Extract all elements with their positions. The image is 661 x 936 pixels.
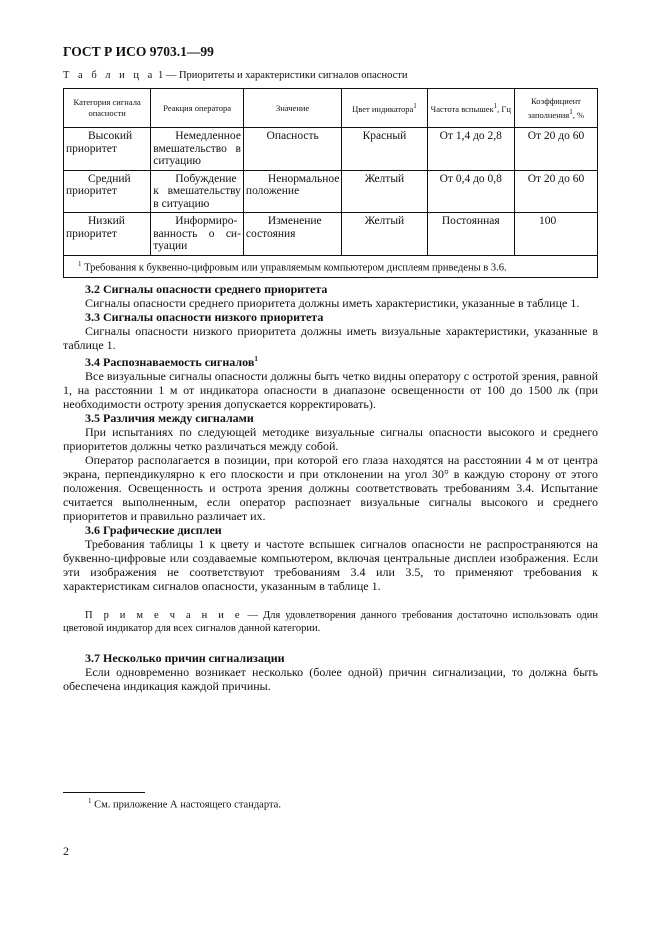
cell: Желтый bbox=[342, 170, 427, 213]
table-header-row bbox=[64, 89, 598, 128]
section-3-5-text-1: При испытаниях по следующей методике визуальные сигналы опасности высокого и среднего приоритетов должны четко различаться между собой. bbox=[63, 425, 598, 453]
section-3-6-title: 3.6 Графические дисплеи bbox=[85, 523, 222, 537]
section-3-7-title: 3.7 Несколько причин сигнализации bbox=[85, 651, 285, 665]
cell: Высокий приоритет bbox=[64, 128, 151, 171]
cell: Ненормальное положение bbox=[243, 170, 341, 213]
table-footnote-row bbox=[64, 255, 598, 277]
cell: От 0,4 до 0,8 bbox=[427, 170, 514, 213]
header-frequency: Частота вспышек$^1$, Гц bbox=[427, 89, 514, 128]
header-fill: Коэффициент заполнения$^1$, % bbox=[514, 89, 597, 128]
cell: Красный bbox=[342, 128, 427, 171]
section-3-4-text: Все визуальные сигналы опасности должны быть четко видны оператору с остротой зрения, равной 1, на расстоянии 1 м от индикатора опасности в диапазоне освещенности от 100 до 1500 лк (при необходимости остроту зрения допускается корректировать). bbox=[63, 369, 598, 411]
table-footnote: $^1$ Требования к буквенно-цифровым или управляемым компьютером дисплеям приведены в 3.6. bbox=[64, 255, 598, 277]
table-caption-text: 1 — Приоритеты и характеристики сигналов опасности bbox=[155, 70, 408, 81]
page-number: 2 bbox=[63, 844, 69, 858]
cell: От 20 до 60 bbox=[514, 128, 597, 171]
priority-table bbox=[63, 88, 598, 278]
cell: Немедленное вмешательство в ситуацию bbox=[151, 128, 244, 171]
section-3-3-title: 3.3 Сигналы опасности низкого приоритета bbox=[85, 310, 324, 324]
table-row bbox=[64, 213, 598, 256]
cell: От 1,4 до 2,8 bbox=[427, 128, 514, 171]
table-caption bbox=[63, 70, 407, 81]
section-3-5-title: 3.5 Различия между сигналами bbox=[85, 411, 254, 425]
section-3-3-text: Сигналы опасности низкого приоритета должны иметь визуальные характеристики, указанные в таблице 1. bbox=[63, 324, 598, 352]
header-reaction: Реакция оператора bbox=[151, 89, 244, 128]
section-3-6-text: Требования таблицы 1 к цвету и частоте вспышек сигналов опасности не распространяются на буквенно-цифровые или создаваемые компьютером, включая центральные дисплеи изображения. Если эти изображения не соответствуют требованиям 3.4 или 3.5, то применяют требования к характеристикам сигналов опасности, указанным в таблице 1. bbox=[63, 537, 598, 593]
document-body bbox=[63, 282, 598, 693]
cell: 100 bbox=[514, 213, 597, 256]
section-3-5-text-2: Оператор располагается в позиции, при которой его глаза находятся на расстоянии 4 м от центра экрана, перпендикулярно к его плоскости и при отклонении на угол 30° в каждую сторону от этого положения. Освещенность и острота зрения должны соответствовать требованиям 3.4. Испытание считается выполненным, если оператор распознает визуальные сигналы высокого и среднего приоритетов и правильно различает их. bbox=[63, 453, 598, 523]
cell: Опасность bbox=[243, 128, 341, 171]
page-footnote: $^1$ См. приложение А настоящего стандарта. bbox=[88, 797, 281, 811]
cell: От 20 до 60 bbox=[514, 170, 597, 213]
table-caption-label: Т а б л и ц а bbox=[63, 70, 156, 81]
cell: Побуждение к вмешательству в ситуацию bbox=[151, 170, 244, 213]
cell: Средний приоритет bbox=[64, 170, 151, 213]
note: П р и м е ч а н и е — Для удовлетворения данного требования достаточно использовать один цветовой индикатор для всех сигналов данной категории. bbox=[63, 610, 598, 634]
section-3-2-text: Сигналы опасности среднего приоритета должны иметь характеристики, указанные в таблице 1. bbox=[85, 296, 580, 310]
document-header: ГОСТ Р ИСО 9703.1—99 bbox=[63, 44, 214, 59]
cell: Изменение состояния bbox=[243, 213, 341, 256]
section-3-2-title: 3.2 Сигналы опасности среднего приоритета bbox=[85, 282, 328, 296]
footnote-divider bbox=[63, 792, 145, 793]
cell: Информиро-ванность о си-туации bbox=[151, 213, 244, 256]
table-row bbox=[64, 170, 598, 213]
section-3-7-text: Если одновременно возникает несколько (более одной) причин сигнализации, то должна быть обеспечена индикация каждой причины. bbox=[63, 665, 598, 693]
header-meaning: Значение bbox=[243, 89, 341, 128]
section-3-4-title: 3.4 Распознаваемость сигналов$^1$ bbox=[85, 355, 258, 369]
cell: Низкий приоритет bbox=[64, 213, 151, 256]
cell: Постоянная bbox=[427, 213, 514, 256]
header-color: Цвет индикатора$^1$ bbox=[342, 89, 427, 128]
header-category: Категория сигнала опасности bbox=[64, 89, 151, 128]
cell: Желтый bbox=[342, 213, 427, 256]
table-row bbox=[64, 128, 598, 171]
